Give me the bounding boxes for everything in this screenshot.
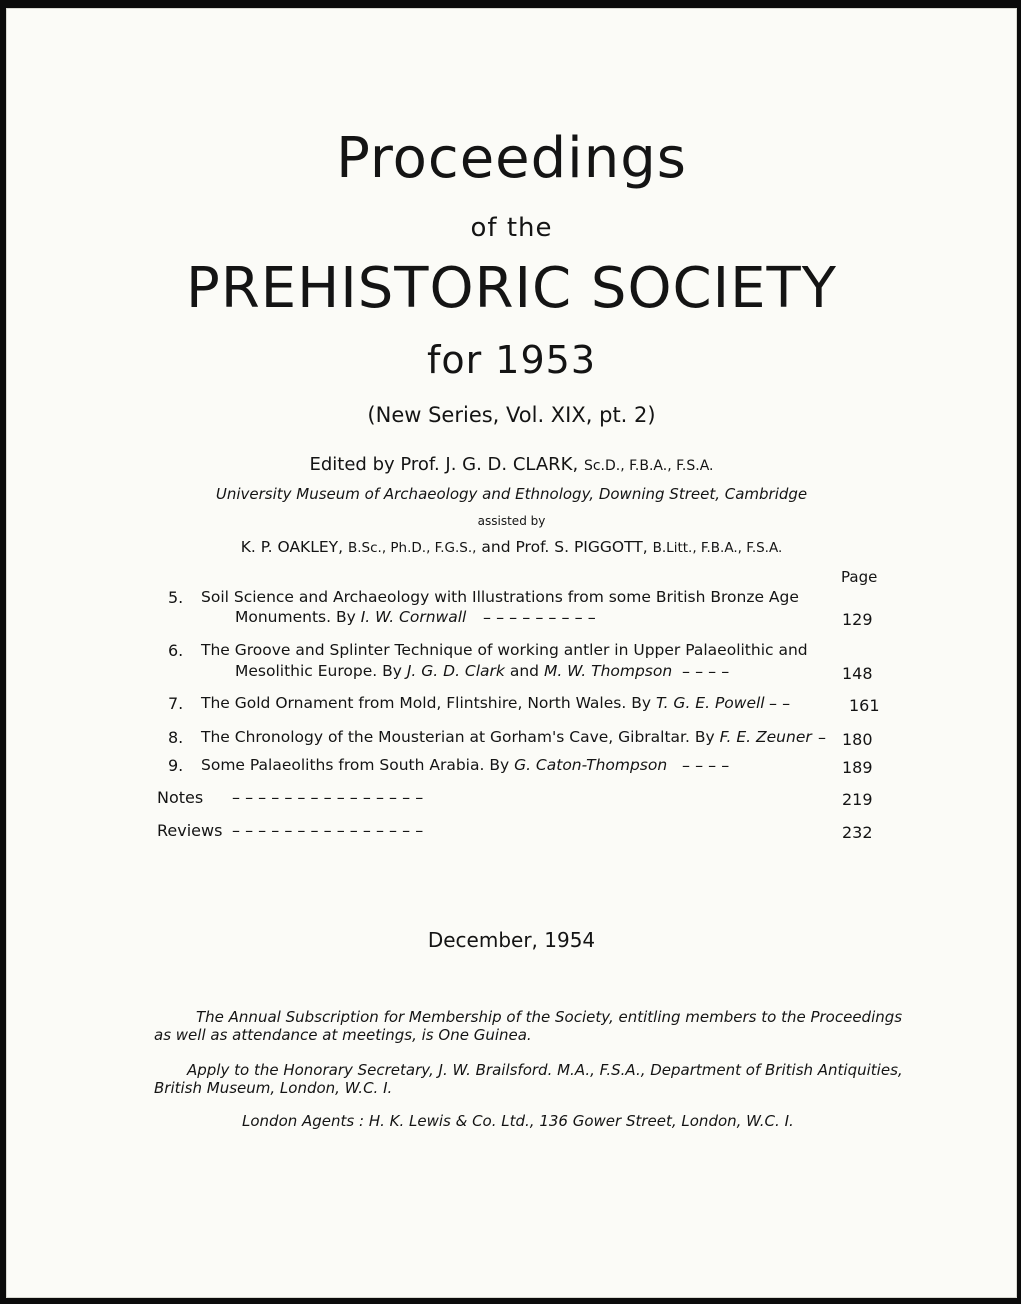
assistant-1-name: K. P. OAKLEY,	[240, 538, 344, 556]
entry-title: The Groove and Splinter Technique of working antler in Upper Palaeolithic and	[201, 641, 808, 659]
entry-author: I. W. Cornwall	[360, 608, 467, 626]
reviews-leader-dashes: – – – – – – – – – – – – – – –	[232, 821, 424, 840]
apply-line-2: British Museum, London, W.C. I.	[154, 1079, 393, 1097]
entry-title-text: The Chronology of the Mousterian at Gorham's Cave, Gibraltar. By	[201, 728, 715, 746]
subscription-line-2: as well as attendance at meetings, is One Guinea.	[154, 1026, 532, 1044]
assistant-connector: and Prof. S. PIGGOTT,	[481, 538, 648, 556]
entry-page: 129	[842, 610, 873, 629]
journal-cover-page	[6, 8, 1017, 1298]
entry-author: G. Caton-Thompson	[514, 756, 668, 774]
entry-joiner: and	[509, 662, 540, 680]
title-proceedings: Proceedings	[336, 126, 687, 191]
entry-author: F. E. Zeuner	[719, 728, 812, 746]
entry-title: Soil Science and Archaeology with Illustrations from some British Bronze Age	[201, 588, 799, 606]
entry-title	[201, 728, 812, 746]
entry-leader-dashes: – –	[769, 694, 791, 713]
entry-leader-dashes: –	[818, 728, 826, 747]
entry-number: 8.	[168, 728, 184, 747]
entry-leader-dashes: – – – –	[682, 662, 730, 681]
entry-leader-dashes: – – – – – – – – –	[483, 608, 596, 627]
notes-leader-dashes: – – – – – – – – – – – – – – –	[232, 788, 424, 807]
entry-by: Mesolithic Europe. By	[235, 662, 402, 680]
entry-page: 148	[842, 664, 873, 683]
entry-author: T. G. E. Powell	[655, 694, 765, 712]
london-agents: London Agents : H. K. Lewis & Co. Ltd., 136 Gower Street, London, W.C. I.	[242, 1112, 794, 1130]
series-info: (New Series, Vol. XIX, pt. 2)	[367, 403, 656, 427]
assistant-editors	[6, 538, 1017, 556]
entry-number: 6.	[168, 641, 184, 660]
title-year: for 1953	[426, 338, 597, 382]
publication-date: December, 1954	[427, 928, 596, 952]
entry-page: 180	[842, 730, 873, 749]
notes-label: Notes	[157, 788, 204, 807]
subscription-line-1: The Annual Subscription for Membership of the Society, entitling members to the Proceedings	[196, 1008, 903, 1026]
entry-title-continued	[235, 608, 466, 626]
entry-page: 189	[842, 758, 873, 777]
entry-leader-dashes: – – – –	[682, 756, 730, 775]
editor-institution: University Museum of Archaeology and Ethnology, Downing Street, Cambridge	[215, 485, 808, 503]
reviews-label: Reviews	[157, 821, 223, 840]
reviews-page: 232	[842, 823, 873, 842]
assisted-by-label: assisted by	[477, 514, 546, 528]
entry-title-text: Some Palaeoliths from South Arabia. By	[201, 756, 510, 774]
title-of-the: of the	[470, 213, 553, 243]
entry-page: 161	[849, 696, 880, 715]
title-society: PREHISTORIC SOCIETY	[186, 256, 837, 321]
entry-number: 7.	[168, 694, 184, 713]
editor-name: Edited by Prof. J. G. D. CLARK,	[309, 454, 579, 475]
editor-line	[6, 454, 1017, 475]
entry-number: 5.	[168, 588, 184, 607]
entry-title-continued	[235, 662, 672, 680]
entry-number: 9.	[168, 756, 184, 775]
entry-title-text: The Gold Ornament from Mold, Flintshire, North Wales. By	[201, 694, 652, 712]
entry-title	[201, 694, 765, 712]
entry-author: J. G. D. Clark	[406, 662, 505, 680]
editor-qualifications: Sc.D., F.B.A., F.S.A.	[583, 458, 714, 474]
entry-title	[201, 756, 667, 774]
notes-page: 219	[842, 790, 873, 809]
apply-line-1: Apply to the Honorary Secretary, J. W. Brailsford. M.A., F.S.A., Department of British Antiquities,	[187, 1061, 903, 1079]
assistant-1-quals: B.Sc., Ph.D., F.G.S.,	[347, 540, 477, 556]
assistant-2-quals: B.Litt., F.B.A., F.S.A.	[652, 540, 783, 556]
contents-page-header: Page	[841, 568, 878, 586]
entry-author-2: M. W. Thompson	[543, 662, 673, 680]
entry-by: Monuments. By	[235, 608, 356, 626]
